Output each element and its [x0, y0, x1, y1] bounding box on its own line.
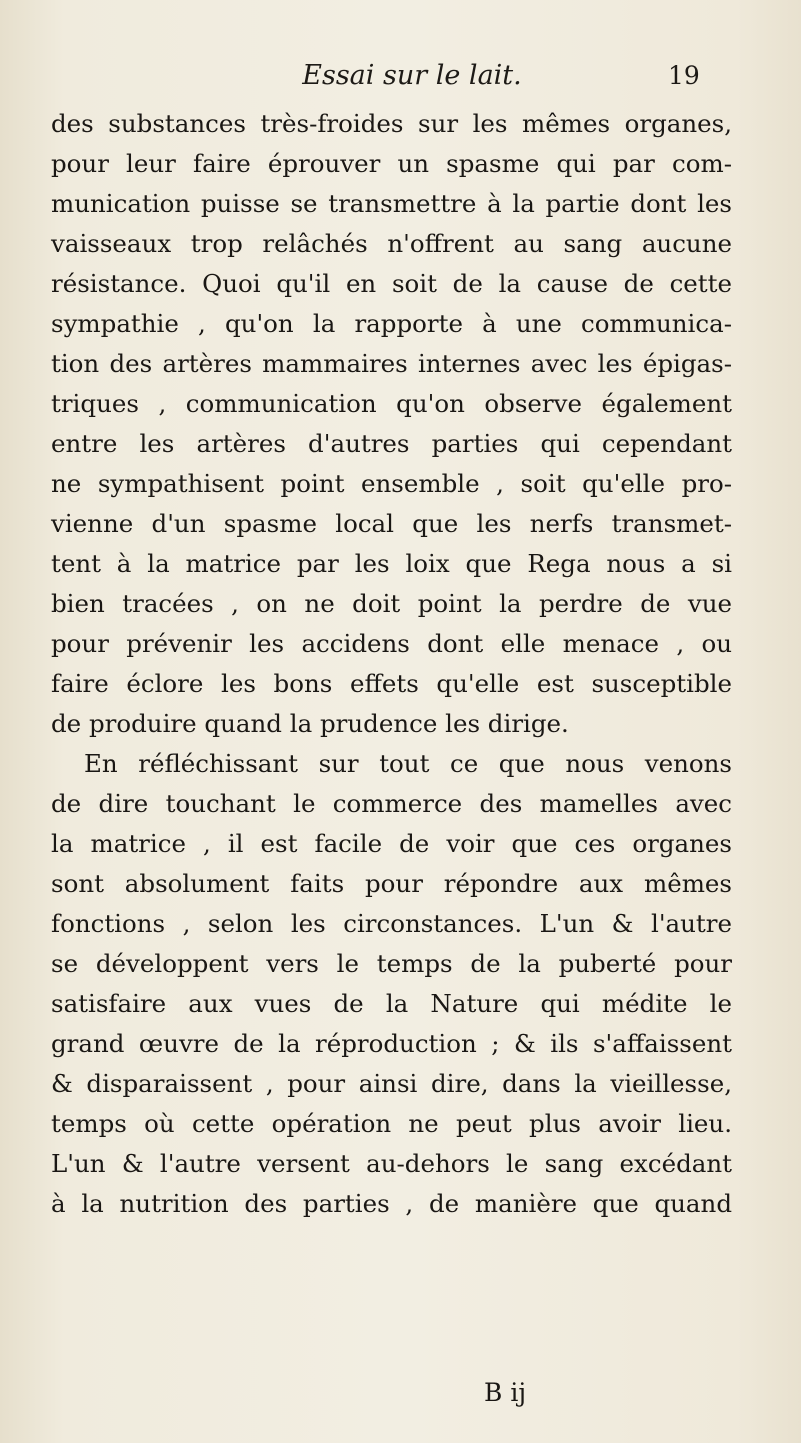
text-line: faire éclore les bons effets qu'elle est susceptible: [51, 669, 732, 698]
text-line: se développent vers le temps de la puberté pour: [51, 949, 732, 978]
text-line: sympathie , qu'on la rapporte à une communica-: [51, 309, 732, 338]
text-line: des substances très-froides sur les mêmes organes,: [51, 109, 732, 138]
paragraph-start-line: En réfléchissant sur tout ce que nous venons: [84, 749, 732, 778]
page-header: [0, 60, 801, 100]
text-line: grand œuvre de la réproduction ; & ils s'affaissent: [51, 1029, 732, 1058]
running-title: Essai sur le lait.: [302, 60, 522, 91]
text-line: vienne d'un spasme local que les nerfs transmet-: [51, 509, 732, 538]
text-line: vaisseaux trop relâchés n'offrent au sang aucune: [51, 229, 732, 258]
text-line: pour prévenir les accidens dont elle menace , ou: [51, 629, 732, 658]
text-line: à la nutrition des parties , de manière que quand: [51, 1189, 732, 1218]
text-line: résistance. Quoi qu'il en soit de la cause de cette: [51, 269, 732, 298]
text-line: ne sympathisent point ensemble , soit qu'elle pro-: [51, 469, 732, 498]
text-line: L'un & l'autre versent au-dehors le sang excédant: [51, 1149, 732, 1178]
text-line: tion des artères mammaires internes avec les épigas-: [51, 349, 732, 378]
signature-mark: B ij: [484, 1378, 527, 1407]
body-text: [51, 104, 732, 1224]
text-line: entre les artères d'autres parties qui cependant: [51, 429, 732, 458]
text-line: sont absolument faits pour répondre aux mêmes: [51, 869, 732, 898]
text-line: & disparaissent , pour ainsi dire, dans la vieillesse,: [51, 1069, 732, 1098]
text-line: tent à la matrice par les loix que Rega nous a si: [51, 549, 732, 578]
text-line: triques , communication qu'on observe également: [51, 389, 732, 418]
paragraph-end-line: de produire quand la prudence les dirige.: [51, 709, 569, 738]
page-number: 19: [668, 61, 700, 90]
text-line: de dire touchant le commerce des mamelles avec: [51, 789, 732, 818]
text-line: temps où cette opération ne peut plus avoir lieu.: [51, 1109, 732, 1138]
text-line: pour leur faire éprouver un spasme qui par com-: [51, 149, 732, 178]
text-line: satisfaire aux vues de la Nature qui médite le: [51, 989, 732, 1018]
text-line: bien tracées , on ne doit point la perdre de vue: [51, 589, 732, 618]
text-line: munication puisse se transmettre à la partie dont les: [51, 189, 732, 218]
text-line: la matrice , il est facile de voir que ces organes: [51, 829, 732, 858]
text-line: fonctions , selon les circonstances. L'un & l'autre: [51, 909, 732, 938]
